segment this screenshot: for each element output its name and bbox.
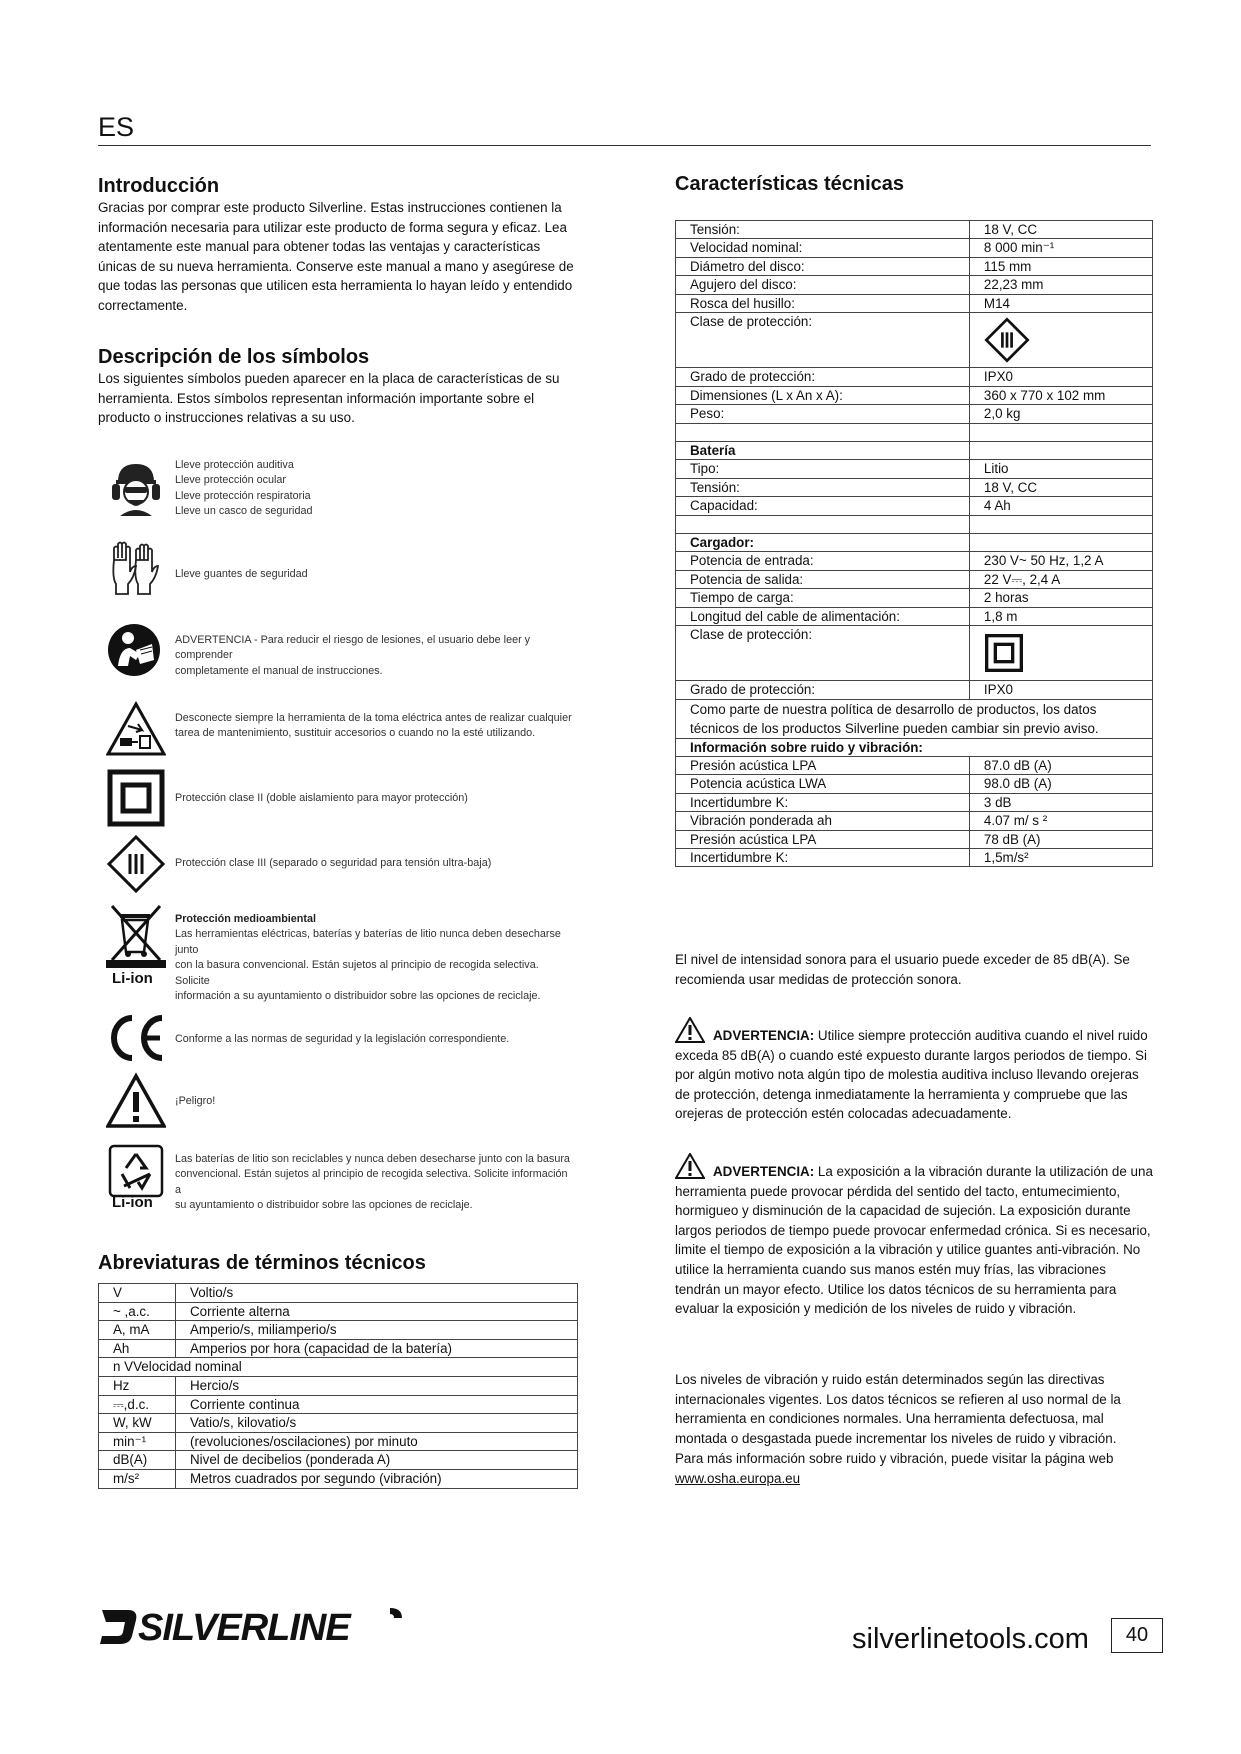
table-row: Hz Hercio/s (99, 1376, 578, 1395)
crossed-bin-icon (106, 902, 166, 962)
table-row: A, mA Amperio/s, miliamperio/s (99, 1321, 578, 1340)
language-code: ES (98, 112, 135, 142)
class-ii-insulation-icon (984, 633, 1024, 673)
table-row: ⎓,d.c. Corriente continua (99, 1395, 578, 1414)
battery-recycle-icon (106, 1142, 166, 1202)
abbreviations-table (98, 1283, 578, 1489)
symbol-read-manual-text: ADVERTENCIA - Para reducir el riesgo de lesiones, el usuario debe leer y comprender completamente el manual de instrucciones. (175, 634, 531, 677)
table-row: Presión acústica LPA 87.0 dB (A) (676, 756, 1153, 774)
symbol-disconnect-text: Desconecte siempre la herramienta de la toma eléctrica antes de realizar cualquier tarea de mantenimiento, sustituir accesorios o cuando no la esté utilizando. (175, 712, 572, 740)
symbol-ce-text: Conforme a las normas de seguridad y la legislación correspondiente. (175, 1033, 510, 1045)
table-row: Información sobre ruido y vibración: (676, 738, 1153, 756)
table-row: Tiempo de carga: 2 horas (676, 589, 1153, 607)
table-row: dB(A) Nivel de decibelios (ponderada A) (99, 1451, 578, 1470)
table-row: Agujero del disco: 22,23 mm (676, 276, 1153, 294)
class-iii-icon (984, 317, 1030, 363)
read-manual-icon (106, 620, 166, 680)
table-row: Clase de protección: (676, 313, 1153, 368)
symbol-li-ion-recycle-text: Las baterías de litio son reciclables y nunca deben desecharse junto con la basura convencional. Están sujetos al principio de recogida selectiva. Solicite información a su ayuntamiento o distribuidor sobre las opciones de reciclaje. (175, 1153, 570, 1212)
ppe-head-icon (106, 458, 166, 518)
specs-table (675, 220, 1153, 867)
table-row: Tipo: Litio (676, 460, 1153, 478)
warning-triangle-icon (675, 1153, 705, 1179)
warning-triangle-icon (675, 1017, 705, 1043)
table-row: Rosca del husillo: M14 (676, 294, 1153, 312)
gloves-icon (106, 538, 166, 598)
table-row: Potencia acústica LWA 98.0 dB (A) (676, 775, 1153, 793)
symbol-class-iii-text: Protección clase III (separado o seguridad para tensión ultra-baja) (175, 857, 492, 869)
table-row: Grado de protección: IPX0 (676, 681, 1153, 699)
table-row: Potencia de entrada: 230 V~ 50 Hz, 1,2 A (676, 552, 1153, 570)
li-ion-badge: Li-ion (112, 970, 153, 987)
table-row: m/s² Metros cuadrados por segundo (vibración) (99, 1469, 578, 1488)
class-iii-icon (106, 834, 166, 894)
table-row: Como parte de nuestra política de desarrollo de productos, los datos técnicos de los productos Silverline pueden cambiar sin previo aviso. (676, 699, 1153, 738)
table-row: Clase de protección: (676, 626, 1153, 681)
table-row: V Voltio/s (99, 1284, 578, 1303)
osha-link[interactable]: www.osha.europa.eu (675, 1470, 801, 1486)
header-rule (98, 145, 1151, 146)
page-number: 40 (1111, 1618, 1163, 1653)
table-row: Incertidumbre K: 3 dB (676, 793, 1153, 811)
table-row: Presión acústica LPA 78 dB (A) (676, 830, 1153, 848)
li-ion-badge-2: Li-ion (112, 1194, 153, 1211)
table-row: Capacidad: 4 Ah (676, 497, 1153, 515)
hearing-warning: ADVERTENCIA: Utilice siempre protección auditiva cuando el nivel ruido exceda 85 dB(A) o cuando esté expuesto durante largos periodos de tiempo. Si por algún motivo nota algún tipo de molestia auditiva incluso llevando orejeras de protección, detenga inmediatamente la herramienta y compruebe que las orejeras de protección estén colocadas adecuadamente. (675, 1017, 1155, 1124)
table-row: Potencia de salida: 22 V⎓, 2,4 A (676, 570, 1153, 588)
ce-mark-icon (106, 1008, 166, 1068)
table-row: Longitud del cable de alimentación: 1,8 m (676, 607, 1153, 625)
table-row: Dimensiones (L x An x A): 360 x 770 x 102 mm (676, 386, 1153, 404)
vibration-warning: ADVERTENCIA: La exposición a la vibración durante la utilización de una herramienta puede provocar pérdida del sentido del tacto, entumecimiento, hormigueo y disminución de la capacidad de sujeción. La exposición durante largos periodos de tiempo puede provocar enfermedad crónica. Si es necesario, limite el tiempo de exposición a la vibración y utilice guantes anti-vibración. No utilice la herramienta cuando sus manos estén muy frías, las vibraciones tendrán un mayor efecto. Utilice los datos técnicos de su herramienta para evaluar la exposición y medición de los niveles de ruido y vibración. (675, 1153, 1155, 1319)
table-row: ~ ,a.c. Corriente alterna (99, 1302, 578, 1321)
table-row: Tensión: 18 V, CC (676, 221, 1153, 239)
table-row: Peso: 2,0 kg (676, 405, 1153, 423)
table-row (676, 515, 1153, 533)
disconnect-warning-icon (106, 700, 166, 760)
table-row: n VVelocidad nominal (99, 1358, 578, 1377)
symbols-text: Los siguientes símbolos pueden aparecer en la placa de características de su herramienta. Estos símbolos representan información importante sobre el producto o instrucciones relativas a su uso. (98, 371, 560, 426)
abbr-title: Abreviaturas de términos técnicos (98, 1252, 426, 1274)
intro-title: Introducción (98, 175, 220, 197)
intro-text: Gracias por comprar este producto Silverline. Estas instrucciones contienen la información necesaria para utilizar este producto de forma segura y eficaz. Lea atentamente este manual para obtener todas las ventajas y características únicas de su nueva herramienta. Conserve este manual a mano y asegúrese de que todas las personas que utilicen esta herramienta lo hayan leído y entendido correctamente. (98, 200, 574, 313)
vibration-levels-text: Los niveles de vibración y ruido están determinados según las directivas internacionales vigentes. Los datos técnicos se refieren al uso normal de la herramienta en condiciones normales. Una herramienta defectuosa, mal montada o desgastada puede incrementar los niveles de ruido y vibración. (675, 1372, 1121, 1446)
symbol-gloves-text: Lleve guantes de seguridad (175, 568, 308, 580)
website-url: silverlinetools.com (852, 1623, 1089, 1655)
table-row: Tensión: 18 V, CC (676, 478, 1153, 496)
symbols-title: Descripción de los símbolos (98, 346, 370, 368)
more-info-text: Para más información sobre ruido y vibración, puede visitar la página web www.osha.europa.eu (675, 1451, 1114, 1486)
symbol-ppe-text: Lleve protección auditiva Lleve protección ocular Lleve protección respiratoria Lleve un casco de seguridad (175, 459, 313, 518)
class-ii-insulation-icon (106, 768, 166, 828)
symbol-environment-text: Protección medioambiental Las herramientas eléctricas, baterías y baterías de litio nunca deben desecharse junto con la basura convencional. Están sujetos al principio de recogida selectiva. Solicite información a su ayuntamiento o distribuidor sobre las opciones de reciclaje. (175, 913, 561, 1003)
table-row: Diámetro del disco: 115 mm (676, 257, 1153, 275)
table-row (676, 423, 1153, 441)
table-row: Vibración ponderada ah 4.07 m/ s ² (676, 812, 1153, 830)
symbol-danger-text: ¡Peligro! (175, 1095, 216, 1107)
table-row: min⁻¹ (revoluciones/oscilaciones) por minuto (99, 1432, 578, 1451)
warning-triangle-icon (106, 1072, 166, 1132)
table-row: W, kW Vatio/s, kilovatio/s (99, 1414, 578, 1433)
symbol-class-ii-text: Protección clase II (doble aislamiento para mayor protección) (175, 792, 468, 804)
table-row: Cargador: (676, 534, 1153, 552)
table-row: Batería (676, 442, 1153, 460)
specs-title: Características técnicas (675, 173, 905, 195)
silverline-logo (98, 1602, 408, 1651)
bin-bar (106, 960, 166, 968)
table-row: Incertidumbre K: 1,5m/s² (676, 848, 1153, 866)
noise-intensity-text: El nivel de intensidad sonora para el usuario puede exceder de 85 dB(A). Se recomienda usar medidas de protección sonora. (675, 952, 1130, 987)
table-row: Velocidad nominal: 8 000 min⁻¹ (676, 239, 1153, 257)
svg-text:SILVERLINE: SILVERLINE (138, 1607, 350, 1646)
table-row: Ah Amperios por hora (capacidad de la batería) (99, 1339, 578, 1358)
table-row: Grado de protección: IPX0 (676, 368, 1153, 386)
